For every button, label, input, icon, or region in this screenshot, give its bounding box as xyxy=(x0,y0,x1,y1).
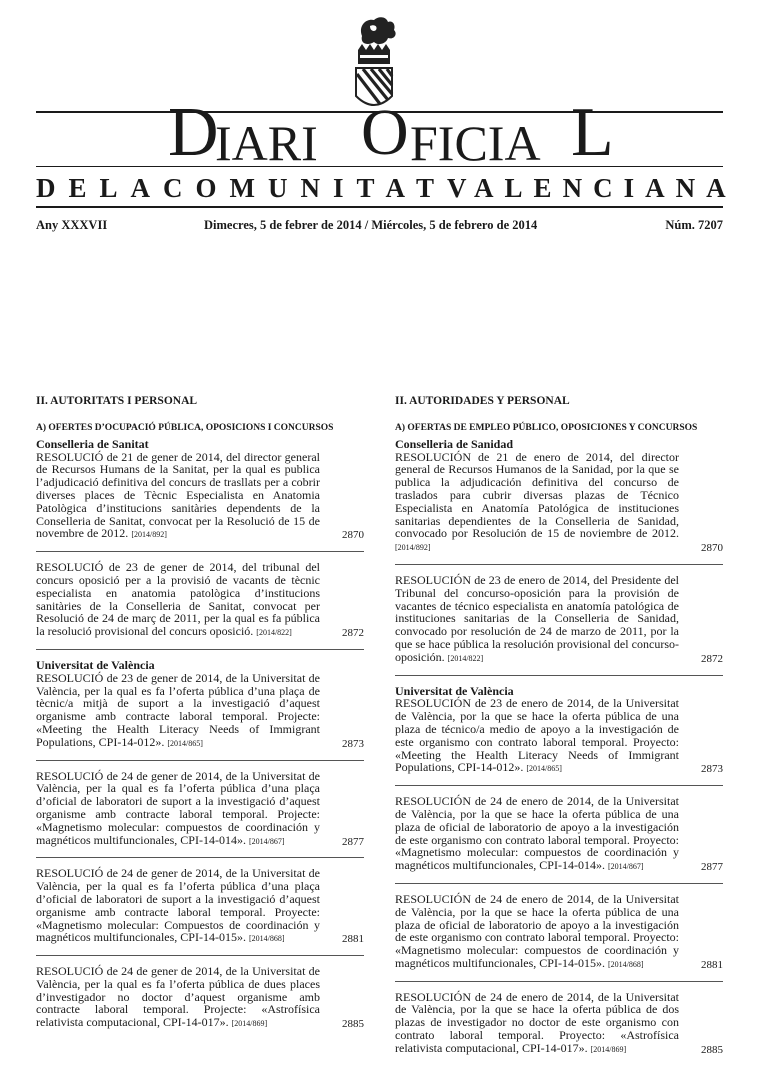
resolution-entry[interactable] xyxy=(395,574,723,666)
entry-divider xyxy=(36,955,364,956)
entry-divider xyxy=(36,857,364,858)
entry-text: RESOLUCIÓ de 24 de gener de 2014, de la Universitat de València, per la qual es fa l’oferta pública d’una plaça d’oficial de laboratori de suport a la investigació d’aquest organisme amb contracte laboral temporal. Projecte: «Magnetismo molecular: compuestos de coordinación y magnéticos multifuncionales, CPI-14-014». xyxy=(36,768,320,847)
entry-text: RESOLUCIÓN de 24 de enero de 2014, de la Universitat de València, por la que se hace la oferta pública de dos plazas de investigador no doctor de este organismo con contrato laboral temporal. Proyecto: «Astrofísica relativista computacional, CPI-14-017». xyxy=(395,989,679,1055)
resolution-entry[interactable] xyxy=(395,697,723,776)
bottom-rule xyxy=(36,206,723,208)
entry-reference: [2014/868] xyxy=(248,934,285,944)
entry-text: RESOLUCIÓN de 21 de enero de 2014, del director general de Recursos Humanos de la Sanidad, por la que se publica la adjudicación definitiva del concurso de traslados para cubrir diversas plazas de Técnico Especialista en Anatomía Patológica de instituciones sanitarias dependientes de la Conselleria de Sanidad, convocado por Resolución de 15 de noviembre de 2012. xyxy=(395,449,679,541)
entry-text: RESOLUCIÓ de 23 de gener de 2014, del tribunal del concurs oposició per a la provisió de vacants de tècnic especialista en anatomia patològica d’institucions sanitàries de la Conselleria de Sanitat, convocat per Resolució de 24 de març de 2011, per la qual es fa pública la resolució provisional del concurs oposició. xyxy=(36,560,320,639)
masthead-title xyxy=(36,96,723,170)
left-column xyxy=(36,395,364,1040)
subsection-heading: A) OFERTES D’OCUPACIÓ PÚBLICA, OPOSICIONS I CONCURSOS xyxy=(36,422,334,433)
entry-reference: [2014/867] xyxy=(607,862,644,872)
entry-text: RESOLUCIÓN de 24 de enero de 2014, de la Universitat de València, por la que se hace la oferta pública de una plaza de oficial de laboratorio de apoyo a la investigación de este organismo con contrato laboral temporal. Proyecto: «Magnetismo molecular: compuestos de coordinación y magnéticos multifuncionales, CPI-14-014». xyxy=(395,794,679,873)
entry-page-number[interactable]: 2872 xyxy=(342,627,364,640)
entry-page-number[interactable]: 2881 xyxy=(701,958,723,971)
right-column xyxy=(395,395,723,1066)
entry-page-number[interactable]: 2877 xyxy=(701,861,723,874)
entry-page-number[interactable]: 2877 xyxy=(342,835,364,848)
entry-reference: [2014/868] xyxy=(607,959,644,969)
entry-text: RESOLUCIÓ de 24 de gener de 2014, de la Universitat de València, per la qual es fa l’oferta pública d’una plaça d’oficial de laboratori de suport a la investigació d’aquest organisme amb contracte laboral temporal. Proyecte: «Magnetismo molecular: Compuestos de coordinación y magnéticos multifuncionales, CPI-14-015». xyxy=(36,866,320,945)
entry-text: RESOLUCIÓN de 24 de enero de 2014, de la Universitat de València, por la que se hace la oferta pública de una plaza de oficial de laboratorio de apoyo a la investigación de este organismo con contrato laboral temporal. Proyecto: «Magnetismo molecular: compuestos de coordinación y magnéticos multifuncionales, CPI-14-015». xyxy=(395,891,679,970)
title-letter-o: O xyxy=(361,96,409,169)
entry-text: RESOLUCIÓN de 23 de enero de 2014, de la Universitat de València, por la que se hace la oferta pública de una plaza de técnico/a medio de apoyo a la investigación de este organismo con contrato laboral temporal. Proyecto: «Meeting the Health Literacy Needs of Immigrant Populations, CPI-14-012». xyxy=(395,696,679,775)
organization-heading: Conselleria de Sanitat xyxy=(36,436,149,451)
title-letter-d: D xyxy=(168,94,219,171)
section-heading: II. AUTORIDADES Y PERSONAL xyxy=(395,395,570,407)
title-letters-ficia: FICIA xyxy=(410,115,541,171)
organization-heading: Universitat de València xyxy=(36,657,155,672)
subtitle-word-comunitat: COMUNITAT xyxy=(163,173,448,203)
masthead-subtitle xyxy=(36,173,737,205)
entry-divider xyxy=(36,551,364,552)
entry-reference: [2014/869] xyxy=(231,1019,268,1029)
resolution-entry[interactable] xyxy=(36,965,364,1031)
entry-reference: [2014/892] xyxy=(395,543,431,553)
entry-page-number[interactable]: 2873 xyxy=(701,763,723,776)
date-label: Dimecres, 5 de febrer de 2014 / Miércoles, 5 de febrero de 2014 xyxy=(204,218,538,232)
resolution-entry[interactable] xyxy=(395,795,723,874)
resolution-entry[interactable] xyxy=(395,893,723,972)
year-label: Any XXXVII xyxy=(36,218,108,232)
entry-reference: [2014/892] xyxy=(131,530,167,540)
organization-heading: Universitat de València xyxy=(395,683,514,698)
entry-page-number[interactable]: 2881 xyxy=(342,933,364,946)
entry-text: RESOLUCIÓN de 23 de enero de 2014, del Presidente del Tribunal del concurso-oposición para la provisión de vacantes de técnico especialista en anatomía patológica de instituciones sanitarias de la Conselleria de Sanidad, convocado por resolución de 24 de marzo de 2011, por la que se hace pública la resolución provisional del concurso-oposición. xyxy=(395,572,679,664)
entry-page-number[interactable]: 2885 xyxy=(701,1043,723,1056)
entry-reference: [2014/822] xyxy=(447,653,484,663)
resolution-entry[interactable] xyxy=(36,770,364,849)
entry-text: RESOLUCIÓ de 23 de gener de 2014, de la Universitat de València, per la qual es fa l’oferta pública d’una plaça de tècnic/a mitjà de suport a la investigació d’aquest organisme amb contracte laboral temporal. Projecte: «Meeting the Health Literacy Needs of Immigrant Populations, CPI-14-012». xyxy=(36,670,320,749)
title-letters-iari: IARI xyxy=(215,115,318,171)
entry-reference: [2014/865] xyxy=(167,738,203,748)
block-divider xyxy=(395,675,723,676)
entry-divider xyxy=(395,883,723,884)
entry-divider xyxy=(395,981,723,982)
entry-divider xyxy=(36,760,364,761)
entry-reference: [2014/867] xyxy=(248,836,285,846)
block-divider xyxy=(36,649,364,650)
resolution-entry[interactable] xyxy=(395,451,723,555)
entry-page-number[interactable]: 2885 xyxy=(342,1018,364,1031)
subtitle-word-de: DE xyxy=(36,173,100,203)
entry-page-number[interactable]: 2870 xyxy=(701,542,723,555)
entry-reference: [2014/822] xyxy=(256,628,292,638)
resolution-entry[interactable] xyxy=(36,451,364,543)
entry-page-number[interactable]: 2873 xyxy=(342,737,364,750)
issue-number: Núm. 7207 xyxy=(665,218,723,232)
entry-reference: [2014/865] xyxy=(526,764,562,774)
entry-page-number[interactable]: 2872 xyxy=(701,652,723,665)
entry-text: RESOLUCIÓ de 24 de gener de 2014, de la Universitat de València, per la qual es fa l’oferta pública de dues places d’investigador no doctor d’aquest organisme amb contracte laboral temporal. Projecte: «Astrofísica relativista computacional, CPI-14-017». xyxy=(36,964,320,1030)
resolution-entry[interactable] xyxy=(36,672,364,751)
title-letter-l: L xyxy=(571,94,614,171)
subsection-heading: A) OFERTAS DE EMPLEO PÚBLICO, OPOSICIONES Y CONCURSOS xyxy=(395,422,698,433)
subtitle-word-la: LA xyxy=(99,173,164,203)
resolution-entry[interactable] xyxy=(36,867,364,946)
section-heading: II. AUTORITATS I PERSONAL xyxy=(36,395,198,407)
entry-page-number[interactable]: 2870 xyxy=(342,529,364,542)
entry-divider xyxy=(395,564,723,565)
organization-heading: Conselleria de Sanidad xyxy=(395,436,514,451)
entry-text: RESOLUCIÓ de 21 de gener de 2014, del director general de Recursos Humans de la Sanitat, per la qual es publica l’adjudicació definitiva del concurs de trasllats per a cobrir diverses places de Tècnic Especialista en Anatomia Patològica d’institucions sanitàries dependents de la Conselleria de Sanitat, convocat per la Resolució de 15 de novembre de 2012. xyxy=(36,449,320,541)
entry-divider xyxy=(395,785,723,786)
entry-reference: [2014/869] xyxy=(590,1044,627,1054)
subtitle-word-valenciana: VALENCIANA xyxy=(447,173,737,203)
resolution-entry[interactable] xyxy=(36,561,364,640)
